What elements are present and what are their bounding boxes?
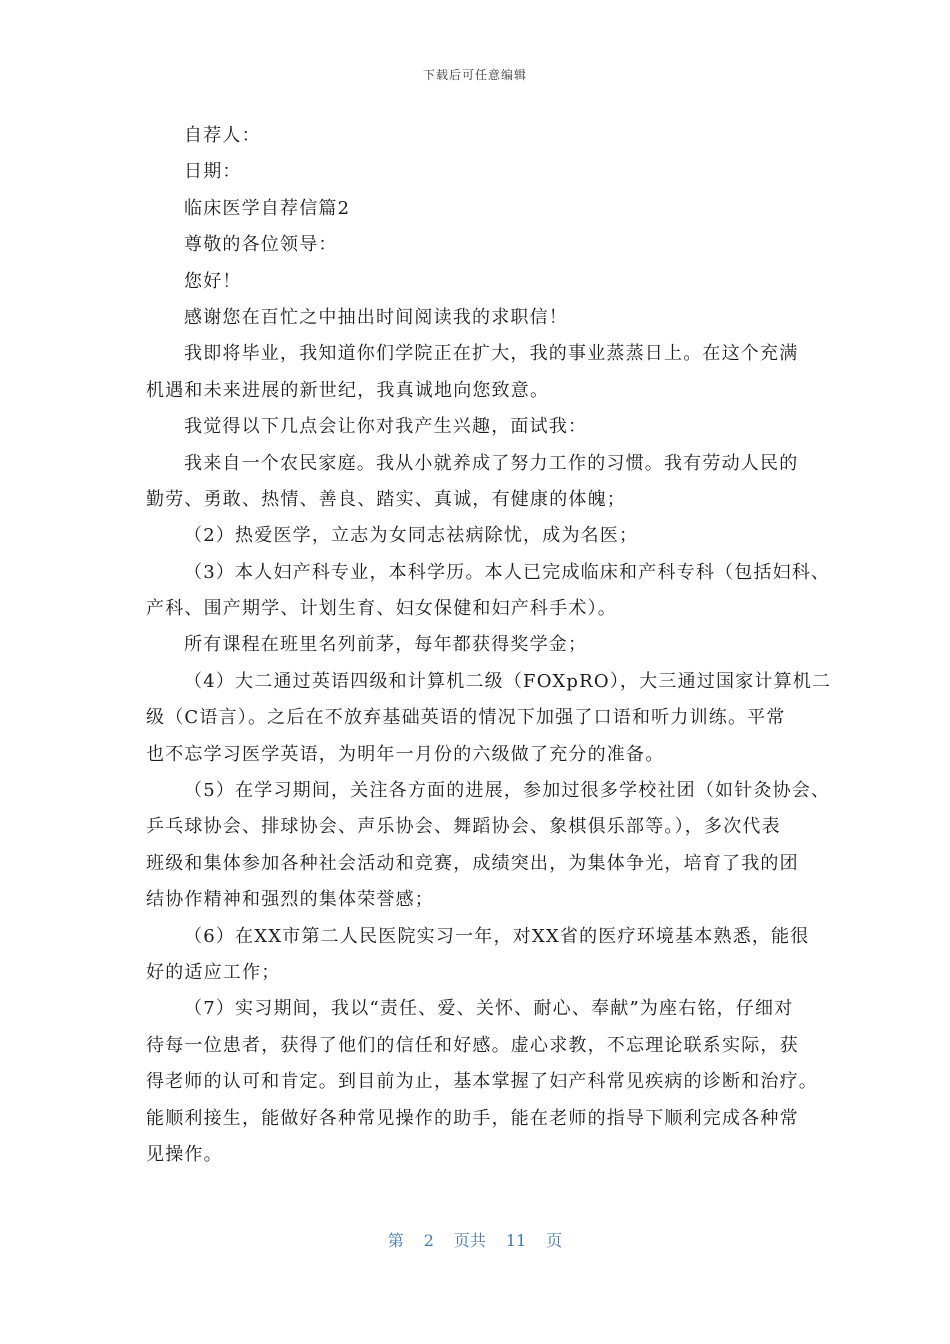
text-line: 也不忘学习医学英语，为明年一月份的六级做了充分的准备。 xyxy=(146,743,665,765)
footer-di: 第 xyxy=(387,1231,404,1250)
text-line: 产科、围产期学、计划生育、妇女保健和妇产科手术）。 xyxy=(146,598,617,620)
page-header: 下载后可任意编辑 xyxy=(422,68,527,82)
text-line: 班级和集体参加各种社会活动和竞赛，成绩突出，为集体争光，培育了我的团 xyxy=(146,852,799,874)
text-line: 能顺利接生，能做好各种常见操作的助手，能在老师的指导下顺利完成各种常 xyxy=(146,1107,799,1129)
text-line: （7）实习期间，我以“责任、爱、关怀、耐心、奉献”为座右铭，仔细对 xyxy=(184,998,794,1020)
text-line: （6）在XX市第二人民医院实习一年，对XX省的医疗环境基本熟悉，能很 xyxy=(184,925,810,947)
footer-total-pages: 11 xyxy=(505,1231,527,1250)
text-line: 尊敬的各位领导： xyxy=(184,234,338,256)
text-line: 我觉得以下几点会让你对我产生兴趣，面试我： xyxy=(184,416,588,438)
text-line: 乒乓球协会、排球协会、声乐协会、舞蹈协会、象棋俱乐部等。），多次代表 xyxy=(146,816,781,838)
text-line: 机遇和未来进展的新世纪，我真诚地向您致意。 xyxy=(146,379,550,401)
text-line: 感谢您在百忙之中抽出时间阅读我的求职信！ xyxy=(184,306,568,328)
text-line: 勤劳、勇敢、热情、善良、踏实、真诚，有健康的体魄； xyxy=(146,488,626,510)
text-line: 您好！ xyxy=(184,270,242,292)
footer-ye: 页 xyxy=(546,1231,563,1250)
text-line: 日期： xyxy=(184,161,242,183)
text-line: （5）在学习期间，关注各方面的进展，参加过很多学校社团（如针灸协会、 xyxy=(184,780,831,802)
text-line: 临床医学自荐信篇2 xyxy=(184,197,351,219)
text-line: 所有课程在班里名列前茅，每年都获得奖学金； xyxy=(184,634,588,656)
text-line: 我来自一个农民家庭。我从小就养成了努力工作的习惯。我有劳动人民的 xyxy=(184,452,799,474)
text-line: 自荐人： xyxy=(184,125,261,146)
document-body xyxy=(146,118,832,1173)
footer-page-number: 2 xyxy=(423,1231,434,1250)
text-line: 结协作精神和强烈的集体荣誉感； xyxy=(146,889,434,911)
page-footer xyxy=(0,1228,950,1251)
text-line: （4）大二通过英语四级和计算机二级（FOXpRO），大三通过国家计算机二 xyxy=(184,670,832,692)
text-line: 见操作。 xyxy=(146,1143,223,1165)
text-line: 级（C语言）。之后在不放弃基础英语的情况下加强了口语和听力训练。平常 xyxy=(146,707,786,729)
text-line: 得老师的认可和肯定。到目前为止，基本掌握了妇产科常见疾病的诊断和治疗。 xyxy=(146,1071,818,1093)
text-line: 待每一位患者，获得了他们的信任和好感。虚心求教，不忘理论联系实际，获 xyxy=(146,1034,799,1056)
text-line: 我即将毕业，我知道你们学院正在扩大，我的事业蒸蒸日上。在这个充满 xyxy=(184,343,799,365)
footer-ye-gong: 页共 xyxy=(453,1231,486,1250)
text-line: （3）本人妇产科专业，本科学历。本人已完成临床和产科专科（包括妇科、 xyxy=(184,561,831,583)
text-line: （2）热爱医学，立志为女同志祛病除忧，成为名医； xyxy=(184,525,639,547)
text-line: 好的适应工作； xyxy=(146,961,281,983)
